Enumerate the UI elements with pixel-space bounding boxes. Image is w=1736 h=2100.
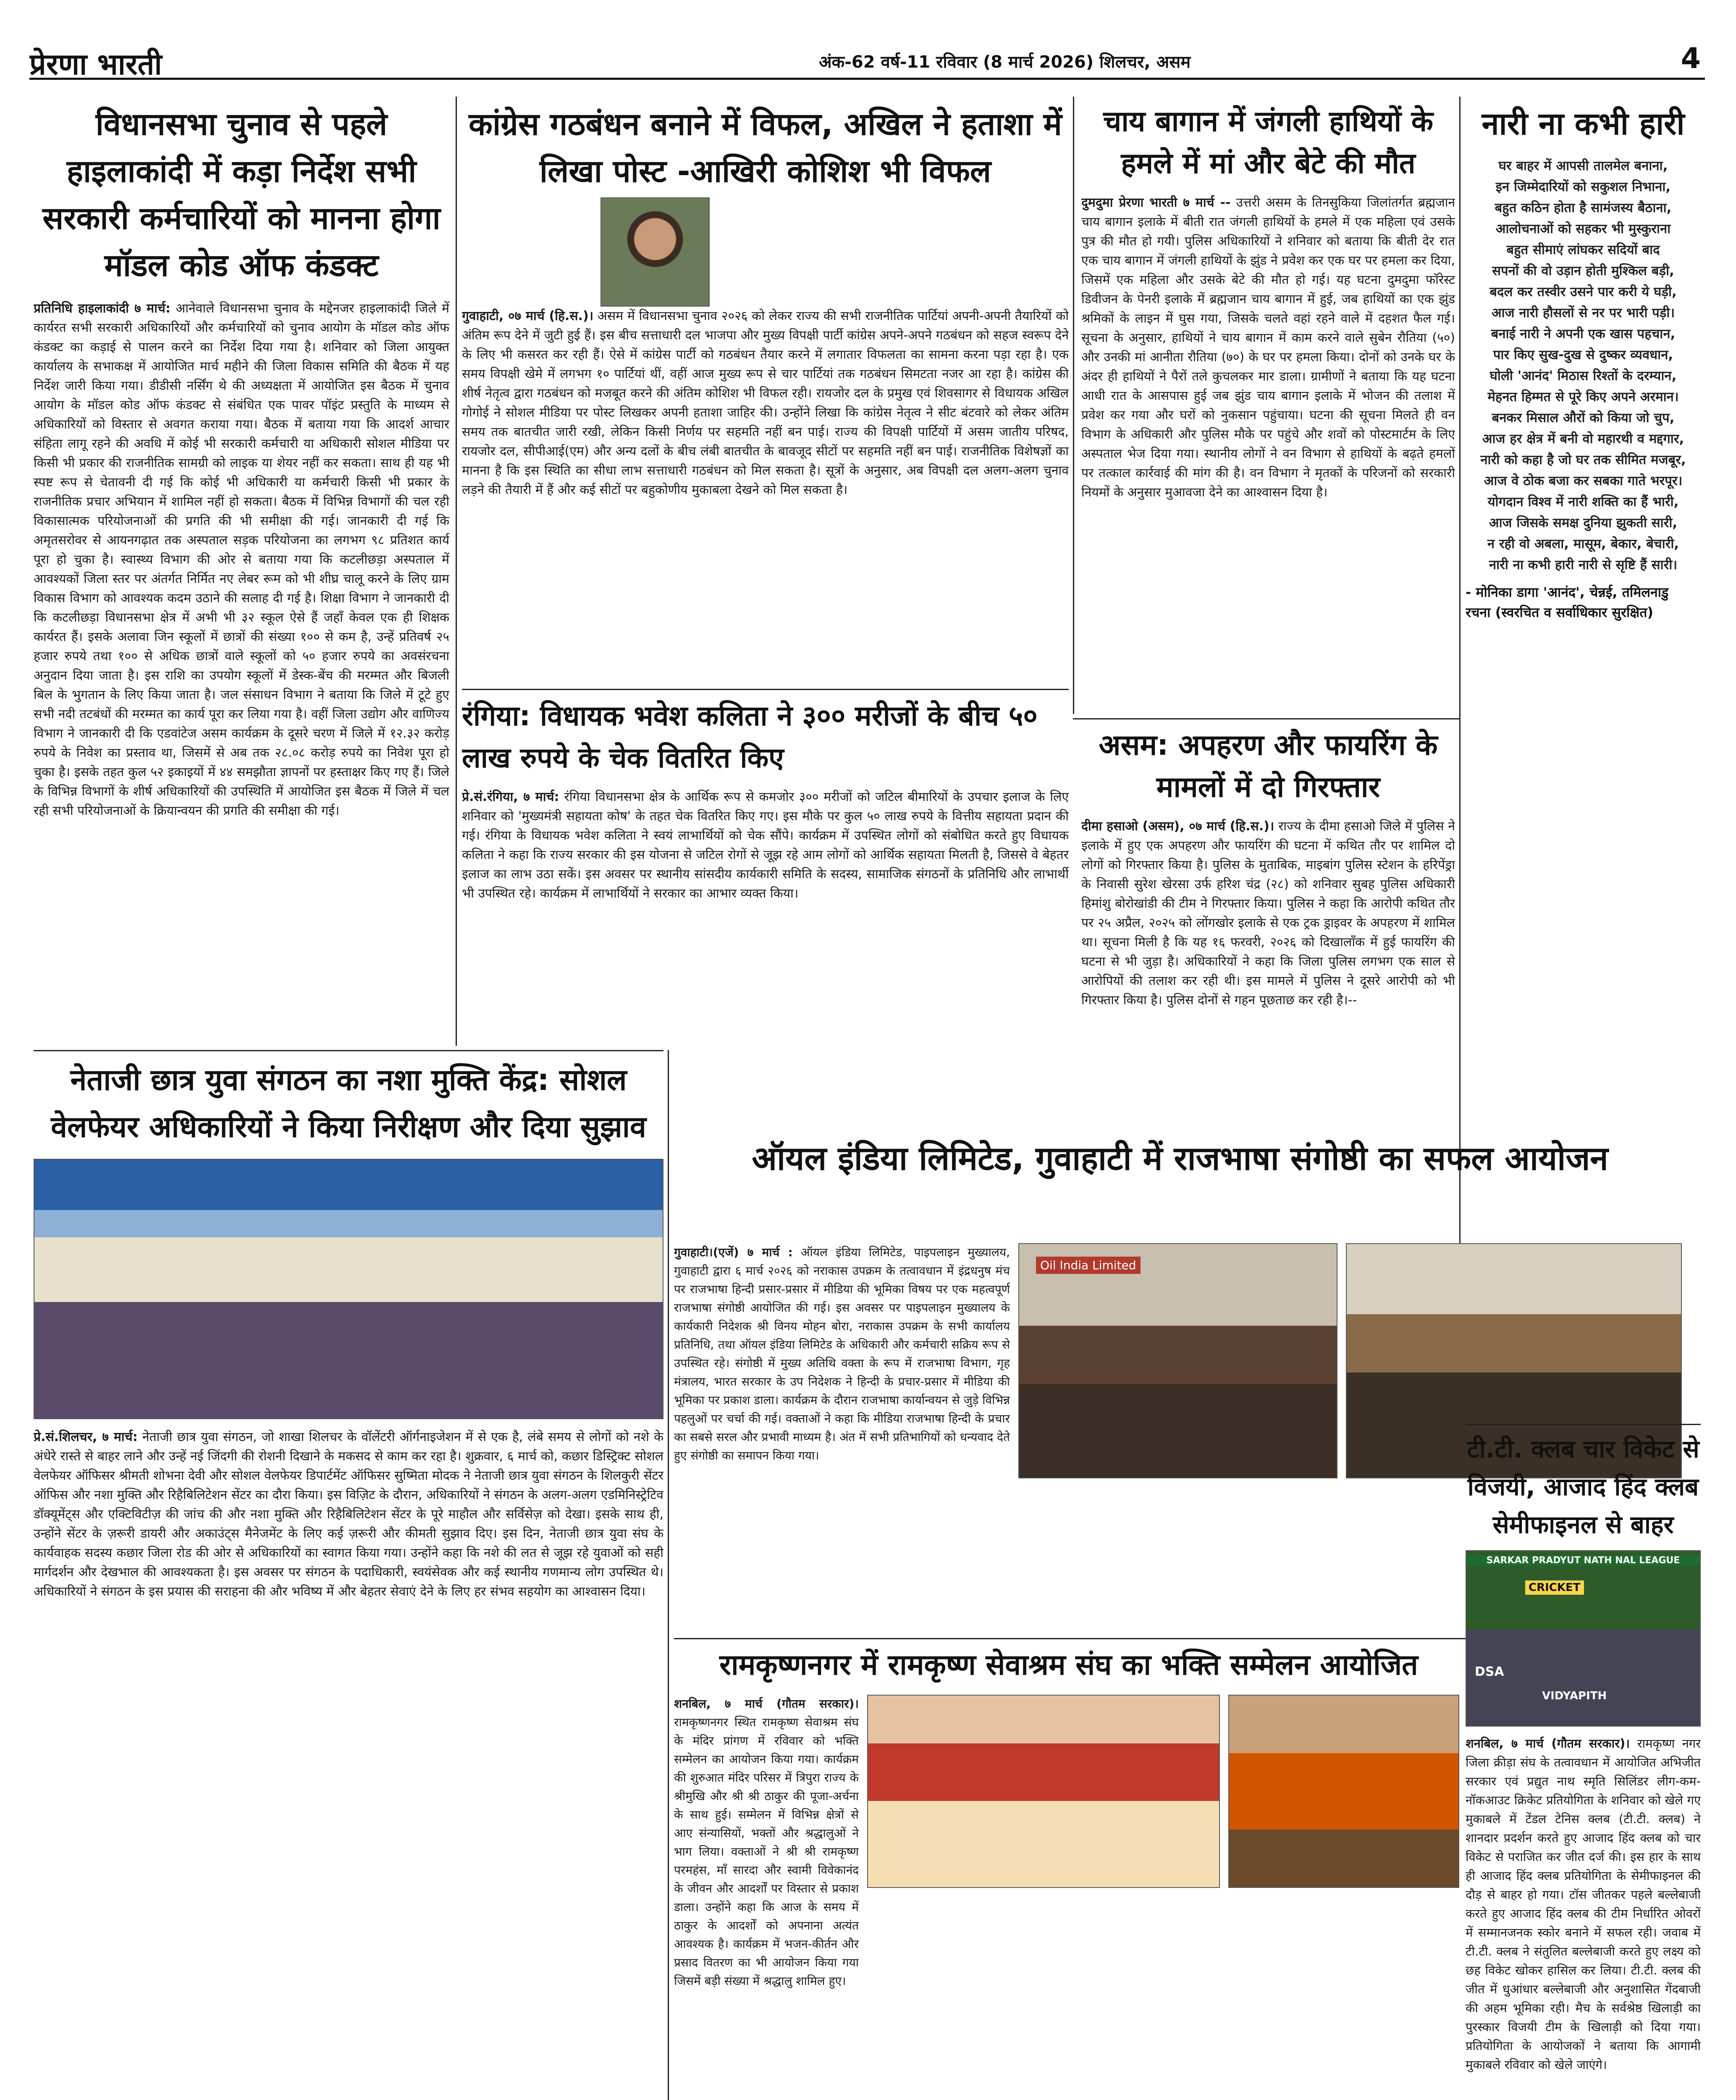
- masthead-issue: अंक-62 वर्ष-11 रविवार (8 मार्च 2026) शिलचर, असम: [819, 52, 1191, 72]
- dateline: गुवाहाटी।(एजें) ७ मार्च :: [674, 1245, 793, 1259]
- body-text: ऑयल इंडिया लिमिटेड, पाइपलाइन मुख्यालय, गुवाहाटी द्वारा ६ मार्च २०२६ को नराकास उपक्रम के तत्वावधान में इंद्रधनुष मंच पर राजभाषा हिन्दी प्रसार-प्रसार में मीडिया की भूमिका विषय पर एक महत्वपूर्ण राजभाषा संगोष्ठी आयोजित की गई। इस अवसर पर पाइपलाइन मुख्यालय के कार्यकारी निदेशक श्री विनय मोहन बोरा, नराकास उपक्रम के सभी कार्यालय प्रतिनिधि, तथा ऑयल इंडिया लिमिटेड के अधिकारी और कर्मचारी सक्रिय रूप से उपस्थित रहे। संगोष्ठी में मुख्य अतिथि वक्ता के रूप में राजभाषा विभाग, गृह मंत्रालय, भारत सरकार के उप निदेशक ने हिन्दी के प्रचार-प्रसार में मीडिया की भूमिका पर प्रकाश डाला। कार्यक्रम के दौरान राजभाषा कार्यान्वयन से जुड़े विभिन्न पहलुओं पर चर्चा की गई। वक्ताओं ने कहा कि मीडिया राजभाषा हिन्दी के प्रचार का सबसे सरल और प्रभावी माध्यम है। अंत में सभी प्रतिभागियों को धन्यवाद देते हुए संगोष्ठी का समापन किया गया।: [674, 1245, 1010, 1462]
- poem-line: नारी ना कभी हारी नारी से सृष्टि हैं सारी।: [1489, 557, 1678, 572]
- dateline: प्रतिनिधि हाइलाकांदी ७ मार्च:: [34, 301, 170, 316]
- poem-line: आज वे ठोक बजा कर सबका गाते भरपूर।: [1484, 473, 1683, 488]
- headline: नेताजी छात्र युवा संगठन का नशा मुक्ति केंद्र: सोशल वेलफेयर अधिकारियों ने किया निरीक्षण और दिया सुझाव: [51, 1063, 646, 1144]
- headline: रंगिया: विधायक भवेश कलिता ने ३०० मरीजों के बीच ५० लाख रुपये के चेक वितरित किए: [462, 700, 1038, 774]
- vidyapith-label: VIDYAPITH: [1542, 1690, 1607, 1702]
- dateline: गुवाहाटी, ०७ मार्च (हि.स.)।: [462, 309, 594, 323]
- poem-line: पार किए सुख-दुख से दुष्कर व्यवधान,: [1493, 347, 1673, 362]
- poem-credit: - मोनिका डागा 'आनंद', चेन्नई, तमिलनाडु: [1466, 584, 1669, 600]
- dateline: शनबिल, ७ मार्च (गौतम सरकार)।: [1466, 1736, 1630, 1751]
- headline: चाय बागान में जंगली हाथियों के हमले में मां और बेटे की मौत: [1103, 105, 1433, 180]
- article-body: [1466, 1734, 1701, 2100]
- headline: विधानसभा चुनाव से पहले हाइलाकांदी में कड़ा निर्देश सभी सरकारी कर्मचारियों को मानना होगा मॉडल कोड ऑफ कंडक्ट: [42, 106, 441, 284]
- article-congress: [462, 101, 1069, 689]
- masthead-title: प्रेरणा भारती: [29, 47, 162, 80]
- poem-line: न रही वो अबला, मासूम, बेकार, बेचारी,: [1487, 536, 1679, 551]
- dateline: प्रे.सं.रंगिया, ७ मार्च:: [462, 790, 559, 804]
- article-netaji: [34, 1056, 663, 2100]
- cricket-label: CRICKET: [1525, 1580, 1584, 1595]
- poem-line: इन जिम्मेदारियों को सकुशल निभाना,: [1495, 179, 1671, 194]
- poem-line: बदल कर तस्वीर उसने पार करी ये घड़ी,: [1489, 284, 1677, 299]
- poem-line: आलोचनाओं को सहकर भी मुस्कुराना: [1495, 221, 1671, 236]
- dateline: प्रे.सं.शिलचर, ७ मार्च:: [34, 1430, 138, 1444]
- headline: असम: अपहरण और फायरिंग के मामलों में दो गिरफ्तार: [1099, 729, 1438, 804]
- article-body: [34, 299, 449, 821]
- poem-line: योगदान विश्व में नारी शक्ति का हैं भारी,: [1487, 494, 1679, 509]
- body-text: आनेवाले विधानसभा चुनाव के मद्देनजर हाइलाकांदी जिले में कार्यरत सभी सरकारी अधिकारियों और कर्मचारियों को चुनाव आयोग के मॉडल कोड ऑफ कंडक्ट का कड़ाई से पालन करने का निर्देश दिया गया है। शनिवार को जिला आयुक्त कार्यालय के सभाकक्ष में आयोजित मार्च महीने की जिला विकास समिति की बैठक में यह निर्देश जारी किया गया। डीडीसी नर्सिंग थे की अध्यक्षता में आयोजित इस बैठक में चुनाव आयोग के मॉडल कोड ऑफ कंडक्ट से संबंधित एक पावर पॉइंट प्रस्तुति के माध्यम से अधिकारियों को विस्तार से अवगत कराया गया। बैठक में बताया गया कि आदर्श आचार संहिता लागू रहने की अवधि में कोई भी सरकारी कर्मचारी या अधिकारी सोशल मीडिया पर किसी भी प्रकार की राजनीतिक सामग्री को लाइक या शेयर नहीं कर सकता। साथ ही यह भी स्पष्ट रूप से चेतावनी दी गई कि कोई भी अधिकारी या कर्मचारी किसी भी प्रकार के राजनीतिक प्रचार अभियान में शामिल नहीं हो सकता। बैठक में विभिन्न विभागों की चल रही विकासात्मक परियोजनाओं की प्रगति की भी समीक्षा की गई। जानकारी दी गई कि अमृतसरोवर से आयनगढ़ात तक अस्पताल सड़क परियोजना का लगभग ९८ प्रतिशत कार्य पूरा हो चुका है। स्वास्थ्य विभाग की ओर से बताया गया कि कटलीछड़ा अस्पताल में आवश्यकों जिला स्तर पर अंतर्गत निर्मित नए लेबर रूम को भी शीघ्र चालू करने के लिए ग्राम विकास विभाग को आवश्यक कदम उठाने की सलाह दी गई है। शिक्षा विभाग ने जानकारी दी कि कटलीछड़ा विधानसभा क्षेत्र में अभी भी ३२ स्कूल ऐसे हैं जहाँ केवल एक ही शिक्षक कार्यरत हैं। इसके अलावा जिन स्कूलों में छात्रों की संख्या १०० से कम है, उन्हें प्रतिवर्ष २५ हजार रुपये तथा १०० से अधिक छात्रों वाले स्कूलों को ५० हजार रुपये का अवसंरचना अनुदान दिया जाता है। इस राशि का उपयोग स्कूलों में डेस्क-बेंच की मरम्मत और बिजली बिल के भुगतान के लिए किया जाता है। जल संसाधन विभाग ने बताया कि जिले में टूटे हुए सभी नदी तटबंधों की मरम्मत का कार्य पूरा कर लिया गया है। वहीं जिला उद्योग और वाणिज्य विभाग ने जानकारी दी कि एडवांटेज असम कार्यक्रम के दूसरे चरण में जिले में १२.३२ करोड़ रुपये के निवेश का प्रस्ताव था, जिसमें से अब तक २८.०८ करोड़ रुपये का निवेश पूरा हो चुका है। इसके तहत कुल ५२ इकाइयों में ४४ समझौता ज्ञापनों पर हस्ताक्षर किए गए हैं। जिले के विभिन्न विभागों के शीर्ष अधिकारियों की उपस्थिति में आयोजित इस बैठक में जिले में चल रही सभी परियोजनाओं के क्रियान्वयन की प्रगति की समीक्षा की गई।: [34, 301, 449, 818]
- portrait-photo: [601, 197, 710, 307]
- poem-line: सपनों की वो उड़ान होती मुश्किल बड़ी,: [1492, 263, 1674, 278]
- body-text: उत्तरी असम के तिनसुकिया जिलांतर्गत ब्रह्मजान चाय बागान इलाके में बीती रात जंगली हाथियों के हमले में एक महिला एवं उसके पुत्र की मौत हो गयी। पुलिस अधिकारियों ने शनिवार को बताया कि बीती देर रात एक चाय बागान में जंगली हाथियों के झुंड ने प्रवेश कर एक घर पर हमला कर दिया, जिसमें एक महिला और उसके बेटे की मौत हो गई। यह घटना दुमदुमा फॉरेस्ट डिवीजन के पेनरी इलाके में ब्रह्मजान चाय बागान में हुई, जब हाथियों का एक झुंड श्रमिकों के लाइन में घुस गया, जिसके चलते वहां रहने वाले में दहशत फैल गई। सूचना के अनुसार, हाथियों ने चाय बागान में काम करने वाले सुबेन रौतिया (५०) और उनकी मां आनीता रौतिया (७०) के घर पर हमला किया। दोनों को उनके घर के अंदर ही हाथियों ने पैरों तले कुचलकर मार डाला। ग्रामीणों ने बताया कि यह घटना आधी रात के आसपास हुई जब झुंड चाय बागान इलाके में भोजन की तलाश में प्रवेश कर गया और घरों को नुकसान पहुंचाया। घटना की सूचना मिलते ही वन विभाग के अधिकारी और पुलिस मौके पर पहुंचे और शवों को पोस्टमार्टम के लिए अस्पताल भेज दिया गया। स्थानीय लोगों ने वन विभाग से हाथियों के बढ़ते हमलों पर तत्काल कार्रवाई की मांग की है। वन विभाग ने मृतकों के परिजनों को सरकारी नियमों के अनुसार मुआवजा देने का आश्वासन दिया है।: [1081, 195, 1455, 500]
- poem-rights: रचना (स्वरचित व सर्वाधिकार सुरक्षित): [1466, 604, 1654, 620]
- poem-line: बनाई नारी ने अपनी एक खास पहचान,: [1491, 326, 1676, 341]
- article-body: [1081, 817, 1455, 1010]
- dateline: शनबिल, ७ मार्च (गौतम सरकार)।: [674, 1697, 859, 1711]
- article-election-code: [34, 101, 449, 1042]
- seminar-photo: [1018, 1243, 1337, 1478]
- poem-line: आज जिसके समक्ष दुनिया झुकती सारी,: [1489, 515, 1678, 530]
- body-text: रामकृष्ण नगर जिला क्रीड़ा संघ के तत्वावधान में आयोजित अभिजीत सरकार एवं प्रद्युत नाथ स्मृति सिलिंडर लीग-कम-नॉकआउट क्रिकेट प्रतियोगिता के शनिवार को खेले गए मुकाबले में टेंडल टेनिस क्लब (टी.टी. क्लब) ने शानदार प्रदर्शन करते हुए आजाद हिंद क्लब को चार विकेट से पराजित कर जीत दर्ज की। इस हार के साथ ही आजाद हिंद क्लब प्रतियोगिता के सेमीफाइनल की दौड़ से बाहर हो गया। टॉस जीतकर पहले बल्लेबाजी करते हुए आजाद हिंद क्लब की टीम निर्धारित ओवरों में सम्मानजनक स्कोर बनाने में सफल रही। जवाब में टी.टी. क्लब ने संतुलित बल्लेबाजी करते हुए लक्ष्य को छह विकेट खोकर हासिल कर लिया। टी.टी. क्लब की जीत में धुआंधार बल्लेबाजी और अनुशासित गेंदबाजी की अहम भूमिका रही। मैच के सर्वश्रेष्ठ खिलाड़ी का पुरस्कार विजयी टीम के खिलाड़ी को दिया गया। प्रतियोगिता के आयोजकों ने बताया कि आगामी मुकाबले रविवार को खेले जाएंगे।: [1466, 1736, 1701, 2072]
- dateline: दीमा हसाओ (असम), ०७ मार्च (हि.स.)।: [1081, 819, 1274, 834]
- body-text: असम में विधानसभा चुनाव २०२६ को लेकर राज्य की सभी राजनीतिक पार्टियां अपनी-अपनी तैयारियों को अंतिम रूप देने में जुटी हुई हैं। इस बीच सत्ताधारी दल भाजपा और मुख्य विपक्षी पार्टी कांग्रेस अपने-अपने गठबंधन को सहज स्वरूप देने के लिए भी कसरत कर रही हैं। ऐसे में कांग्रेस पार्टी को गठबंधन तैयार करने में लगातार विफलता का सामना करना पड़ा रहा है। एक समय विपक्षी खेमे में लगभग १० पार्टियां थीं, वहीं आज मुख्य रूप से चार पार्टियां तक गठबंधन सिमटता नजर आ रहा है। कांग्रेस की शीर्ष नेतृत्व द्वारा गठबंधन को मजबूत करने की अंतिम कोशिश भी विफल रही। रायजोर दल के प्रमुख एवं शिवसागर से विधायक अखिल गोगोई ने सोशल मीडिया पर पोस्ट लिखकर अपनी हताशा जाहिर की। उन्होंने लिखा कि कांग्रेस नेतृत्व ने सीट बंटवारे को लेकर अंतिम समय तक बातचीत जारी रखी, लेकिन किसी निर्णय पर सहमति नहीं बन पाई। राज्य की विपक्षी पार्टियों में असम जातीय परिषद, रायजोर दल, सीपीआई(एम) और अन्य दलों के बीच लंबी बातचीत के बावजूद सीटों पर सहमति नहीं बन पाई। राजनीतिक विशेषज्ञों का मानना है कि इस स्थिति का सीधा लाभ सत्ताधारी गठबंधन को मिल सकता है। सूत्रों के अनुसार, अब विपक्षी दल अलग-अलग चुनाव लड़ने की तैयारी में हैं और कई सीटों पर बहुकोणीय मुकाबला देखने को मिल सकता है।: [462, 309, 1069, 497]
- headline: टी.टी. क्लब चार विकेट से विजयी, आजाद हिंद क्लब सेमीफाइनल से बाहर: [1467, 1435, 1699, 1539]
- article-elephants: [1081, 101, 1455, 714]
- body-text: रंगिया विधानसभा क्षेत्र के आर्थिक रूप से कमजोर ३०० मरीजों को जटिल बीमारियों के उपचार इलाज के लिए शनिवार को 'मुख्यमंत्री सहायता कोष' के तहत चेक वितरित किए गए। इस मौके पर कुल ५० लाख रुपये के वित्तीय सहायता प्रदान की गई। रंगिया के विधायक भवेश कलिता ने स्वयं लाभार्थियों को चेक सौंपे। कार्यक्रम में उपस्थित लोगों को संबोधित करते हुए विधायक कलिता ने कहा कि राज्य सरकार की इस योजना से जटिल रोगों से जूझ रहे आम लोगों को आर्थिक सहायता मिलती है, जिससे वे बेहतर इलाज का लाभ उठा सकें। इस अवसर पर स्थानीय सांसदीय कार्यकारी समिति के सदस्य, सामाजिक संगठनों के प्रतिनिधि और लाभार्थी भी उपस्थित रहे। कार्यक्रम में लाभार्थियों ने सरकार का आभार व्यक्त किया।: [462, 790, 1069, 901]
- dateline: दुमदुमा प्रेरणा भारती ७ मार्च --: [1081, 195, 1231, 210]
- article-body: [1081, 193, 1455, 502]
- article-body: [674, 1695, 859, 2100]
- poem-line: घर बाहर में आपसी तालमेल बनाना,: [1498, 158, 1668, 173]
- poem-line: आज हर क्षेत्र में बनी वो महारथी व मद्दगार,: [1482, 431, 1684, 446]
- poem-line: मेहनत हिम्मत से पूरे किए अपने अरमान।: [1487, 389, 1679, 404]
- headline: ऑयल इंडिया लिमिटेड, गुवाहाटी में राजभाषा संगोष्ठी का सफल आयोजन: [752, 1140, 1608, 1178]
- page-number: 4: [1681, 42, 1701, 75]
- monks-photo: [1228, 1695, 1459, 1888]
- devotees-photo: [867, 1695, 1220, 1888]
- masthead: [29, 42, 1705, 80]
- article-body: [462, 307, 1069, 685]
- body-text: रामकृष्णनगर स्थित रामकृष्ण सेवाश्रम संघ के मंदिर प्रांगण में रविवार को भक्ति सम्मेलन का आयोजन किया गया। कार्यक्रम की शुरुआत मंदिर परिसर में त्रिपुरा राज्य के श्रीमुखि और श्री श्री ठाकुर की पूजा-अर्चना के साथ हुई। सम्मेलन में विभिन्न क्षेत्रों से आए संन्यासियों, भक्तों और श्रद्धालुओं ने भाग लिया। वक्ताओं ने श्री श्री रामकृष्ण परमहंस, माँ सारदा और स्वामी विवेकानंद के जीवन और आदर्शों पर विस्तार से प्रकाश डाला। उन्होंने कहा कि आज के समय में ठाकुर के आदर्शों को अपनाना अत्यंत आवश्यक है। कार्यक्रम में भजन-कीर्तन और प्रसाद वितरण का भी आयोजन किया गया जिसमें बड़ी संख्या में श्रद्धालु शामिल हुए।: [674, 1715, 859, 1988]
- cricket-photo: [1466, 1550, 1701, 1727]
- poem-line: आज नारी हौसलों से नर पर भारी पड़ी।: [1491, 305, 1675, 320]
- poem-line: बनकर मिसाल औरों को किया जो चुप,: [1492, 410, 1675, 425]
- poem-line: बहुत सीमाएं लांघकर सदियों बाद: [1506, 242, 1660, 257]
- poem-line: नारी को कहा है जो घर तक सीमित मजबूर,: [1480, 452, 1686, 467]
- poem-lines: [1466, 155, 1701, 575]
- body-text: नेताजी छात्र युवा संगठन, जो शाखा शिलचर के वॉलेंटरी ऑर्गनाइजेशन में से एक है, लंबे समय से लोगों को नशे के अंधेरे रास्ते से बाहर लाने और उन्हें नई जिंदगी की रोशनी दिखाने के मकसद से काम कर रहा है। शुक्रवार, ६ मार्च को, कछार डिस्ट्रिक्ट सोशल वेलफेयर ऑफिसर श्रीमती शोभना देवी और सोशल वेलफेयर डिपार्टमेंट ऑफिसर सुष्मिता मोदक ने नेताजी छात्र युवा संगठन के शिलकुरी सेंटर ऑफिस और नशा मुक्ति और रिहैबिलिटेशन सेंटर का दौरा किया। इस विज़िट के दौरान, अधिकारियों ने संगठन के अलग-अलग एडमिनिस्ट्रेटिव डॉक्यूमेंट्स और एक्टिविटीज़ की जांच की और नशा मुक्ति और रिहैबिलिटेशन सेंटर के पूरे माहौल और सर्विसेज़ को देखा। इसके साथ ही, उन्होंने सेंटर के ज़रूरी डायरी और अकाउंट्स मैनेजमेंट के लिए कई ज़रूरी और कीमती सुझाव दिए। इस दिन, नेताजी छात्र युवा संघ के कार्यवाहक सदस्य कछार जिला रोड की ओर से अधिकारियों का स्वागत किया गया। उन्होंने कहा कि नशे की लत से जूझ रहे युवाओं को सही मार्गदर्शन और देखभाल की आवश्यकता है। इस अवसर पर संगठन के पदाधिकारी, स्वयंसेवक और कई स्थानीय गणमान्य लोग उपस्थित थे। अधिकारियों ने संगठन के इस प्रयास की सराहना की और भविष्य में और बेहतर सेवाएं देने के लिए हर संभव सहयोग का आश्वासन दिया।: [34, 1430, 663, 1599]
- headline: नारी ना कभी हारी: [1482, 106, 1685, 142]
- poem-line: बहुत कठिन होता है सामंजस्य बैठाना,: [1495, 200, 1672, 215]
- article-body: [674, 1243, 1010, 1621]
- article-ramakrishna: [674, 1644, 1463, 2100]
- group-photo: [34, 1159, 663, 1419]
- headline: रामकृष्णनगर में रामकृष्ण सेवाश्रम संघ का भक्ति सम्मेलन आयोजित: [719, 1648, 1418, 1682]
- league-banner: SARKAR PRADYUT NATH NAL LEAGUE: [1466, 1555, 1700, 1566]
- article-body: [34, 1428, 663, 2083]
- body-text: राज्य के दीमा हसाओ जिले में पुलिस ने इलाके में हुए एक अपहरण और फायरिंग की घटना में कथित तौर पर शामिल दो लोगों को गिरफ्तार किया है। पुलिस के मुताबिक, माइबांग पुलिस स्टेशन के हरिपेंड्रा के निवासी सुरेश खेरसा उर्फ हरिश चंद्र (२८) को शनिवार सुबह पुलिस अधिकारी हिमांशु बोरोखांडी की टीम ने गिरफ्तार किया। पुलिस ने कहा कि आरोपी कथित तौर पर २५ अप्रैल, २०२५ को लोंगखोर इलाके से एक ट्रक ड्राइवर के अपहरण में शामिल था। सूचना मिली है कि यह १६ फरवरी, २०२६ को दिखालाँक में हुई फायरिंग की घटना से भी जुड़ा है। अधिकारियों ने कहा कि जिला पुलिस लगभग एक साल से आरोपियों की तलाश कर रही थी। इस मामले में पुलिस ने दूसरे आरोपी को भी गिरफ्तार किया है। पुलिस दोनों से गहन पूछताछ कर रही है।--: [1081, 819, 1455, 1008]
- poem-line: घोली 'आनंद' मिठास रिश्तों के दरम्यान,: [1489, 368, 1677, 383]
- dsa-label: DSA: [1475, 1664, 1504, 1679]
- article-cricket: [1466, 1430, 1701, 2100]
- headline: कांग्रेस गठबंधन बनाने में विफल, अखिल ने हताशा में लिखा पोस्ट -आखिरी कोशिश भी विफल: [469, 106, 1062, 189]
- banner-text: Oil India Limited: [1036, 1257, 1141, 1274]
